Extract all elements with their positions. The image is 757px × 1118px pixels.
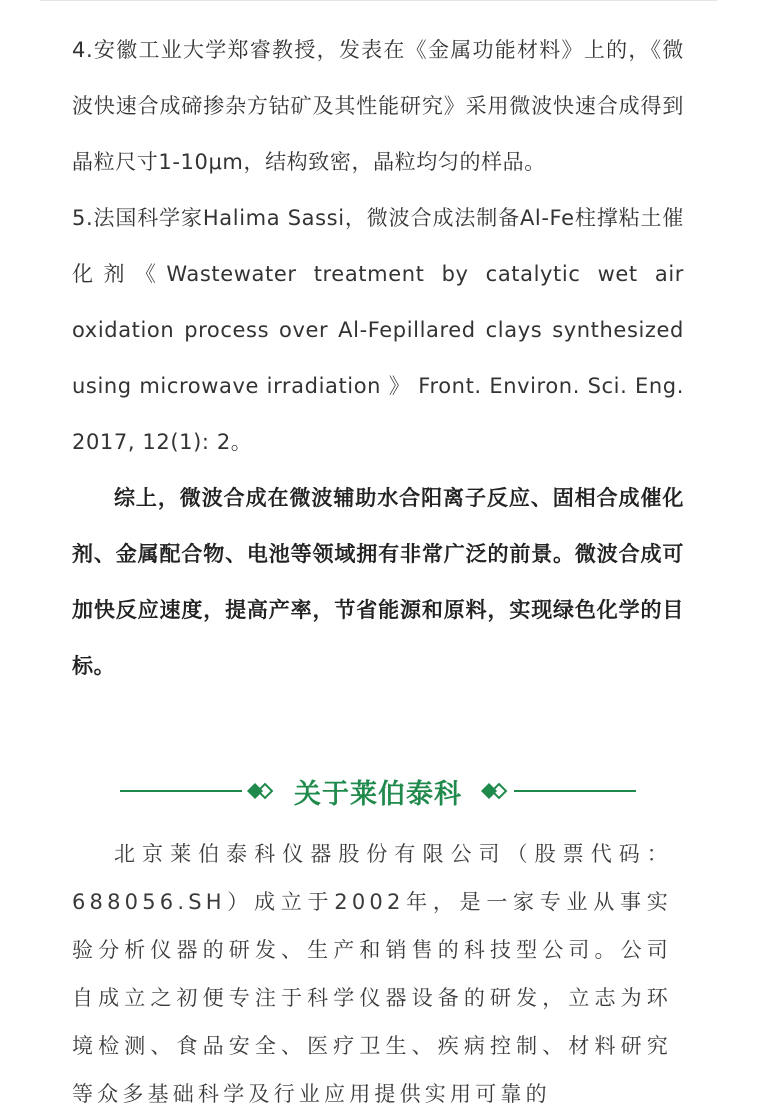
reference-item-4: 4.安徽工业大学郑睿教授，发表在《金属功能材料》上的，《微波快速合成碲掺杂方钴矿及其性能研究》采用微波快速合成得到晶粒尺寸1-10μm，结构致密，晶粒均匀的样品。 — [72, 38, 684, 174]
header-line-left — [120, 790, 242, 792]
top-divider — [40, 0, 717, 1]
article-body — [72, 22, 684, 694]
header-line-right — [514, 790, 636, 792]
summary-paragraph: 综上，微波合成在微波辅助水合阳离子反应、固相合成催化剂、金属配合物、电池等领域拥有非常广泛的前景。微波合成可加快反应速度，提高产率，节省能源和原料，实现绿色化学的目标。 — [72, 486, 684, 678]
reference-item-5: 5.法国科学家Halima Sassi，微波合成法制备Al-Fe柱撑粘土催化剂《Wastewater treatment by catalytic wet air oxidation process over Al-Fepillared clays synthesized using microwave irradiation 》 Front. Environ. Sci. Eng. 2017, 12(1): 2。 — [72, 206, 684, 454]
diamond-ornament-icon — [246, 780, 276, 802]
section-title: 关于莱伯泰科 — [294, 778, 462, 810]
about-paragraph: 北京莱伯泰科仪器股份有限公司（股票代码：688056.SH）成立于2002年，是一家专业从事实验分析仪器的研发、生产和销售的科技型公司。公司自成立之初便专注于科学仪器设备的研发，立志为环境检测、食品安全、医疗卫生、疾病控制、材料研究等众多基础科学及行业应用提供实用可靠的 — [72, 842, 672, 1106]
diamond-ornament-icon — [480, 780, 510, 802]
section-header-about — [120, 765, 636, 817]
